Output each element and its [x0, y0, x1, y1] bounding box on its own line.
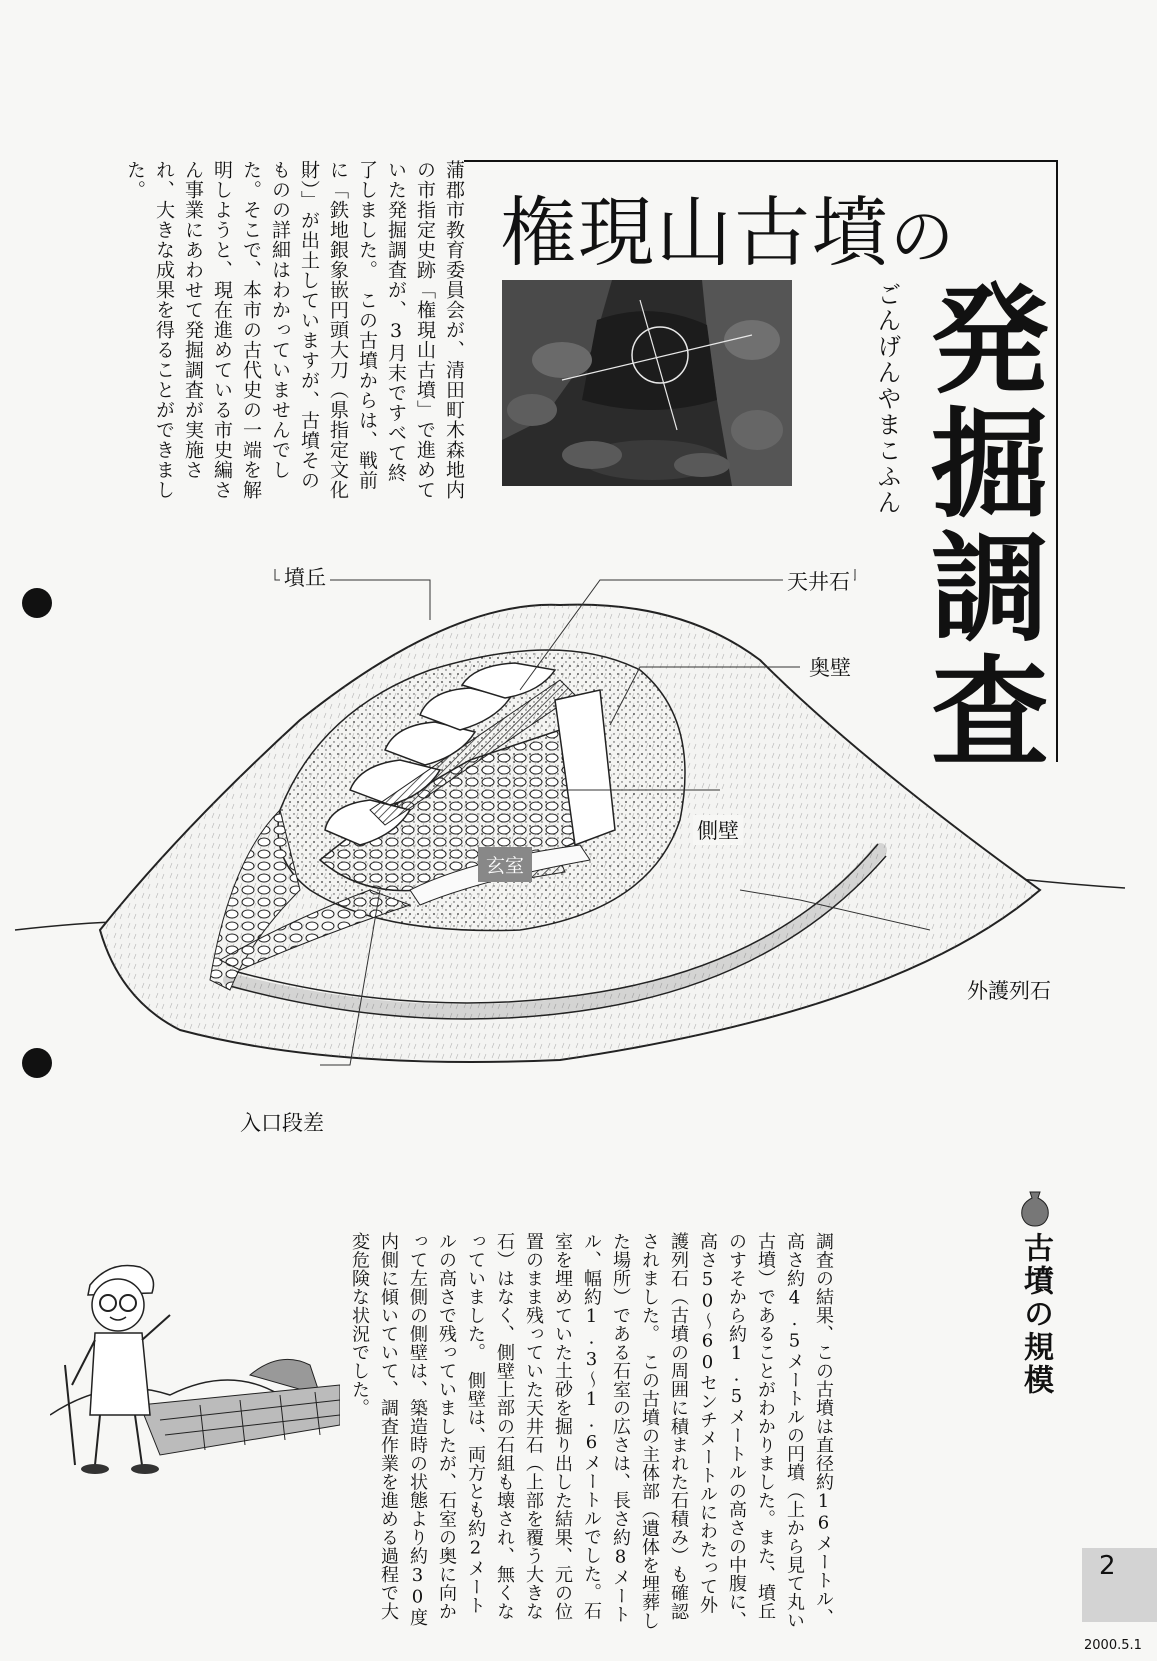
- section-title: 古墳の規模: [1018, 1232, 1053, 1397]
- intro-text: 蒲郡市教育委員会が、清田町木森地内の市指定史跡「権現山古墳」で進めていた発掘調査が、3月末ですべて終了しました。 この古墳からは、戦前に「鉄地銀象嵌円頭大刀（県指定文化財）」が出土していますが、古墳そのものの詳細はわかっていませんでした。そこで、本市の古代史の一端を解明しようと、現在進めている市史編さん事業にあわせて発掘調査が実施され、大きな成果を得ることができました。: [124, 160, 465, 500]
- label-genshitsu: 玄室: [478, 847, 532, 882]
- excavation-photo: [502, 280, 792, 486]
- kofun-diagram: [0, 560, 1157, 1160]
- title-line1: 権現山古墳: [500, 188, 890, 277]
- jar-icon: [1018, 1190, 1052, 1228]
- section-text: 調査の結果、この古墳は直径約16メートル、高さ約4.5メートルの円墳（上から見て丸い古墳）であることがわかりました。また、墳丘のすそから約1.5メートルの高さの中腹に、高さ50〜60センチメートルにわたって外護列石（古墳の周囲に積まれた石積み）も確認されました。 この古墳の主体部（遺体を埋葬した場所）である石室の広さは、長さ約8メートル、幅約1.3〜1.6メートルでした。石室を埋めていた土砂を掘り出した結果、元の位置のまま残っていた天井石（上部を覆う大きな石）はなく、側壁上部の石組も壊され、無くなっていました。 側壁は、両方とも約2メートルの高さで残っていましたが、石室の奥に向かって左側の側壁は、築造時の状態より約30度内側に傾いていて、調査作業を進める過程で大変危険な状況でした。: [349, 1232, 834, 1630]
- label-tenjoishi: 天井石: [783, 566, 854, 596]
- label-okukabe: 奥壁: [805, 652, 855, 682]
- title-particle: の: [890, 201, 956, 275]
- title-line2: 発掘調査: [911, 278, 1049, 774]
- page-number: 2: [1099, 1551, 1116, 1581]
- title-reading: ごんげんやまこふん: [873, 282, 901, 516]
- label-gaigoretsuseki: 外護列石: [963, 975, 1055, 1005]
- main-title: [500, 172, 956, 281]
- label-funkyu: 墳丘: [280, 562, 330, 592]
- archaeologist-illustration: [50, 1255, 340, 1485]
- label-sokuheki: 側壁: [693, 815, 743, 845]
- label-iriguchi: 入口段差: [236, 1107, 328, 1137]
- page-number-box: [1082, 1548, 1157, 1622]
- issue-date: 2000.5.1: [1084, 1638, 1142, 1653]
